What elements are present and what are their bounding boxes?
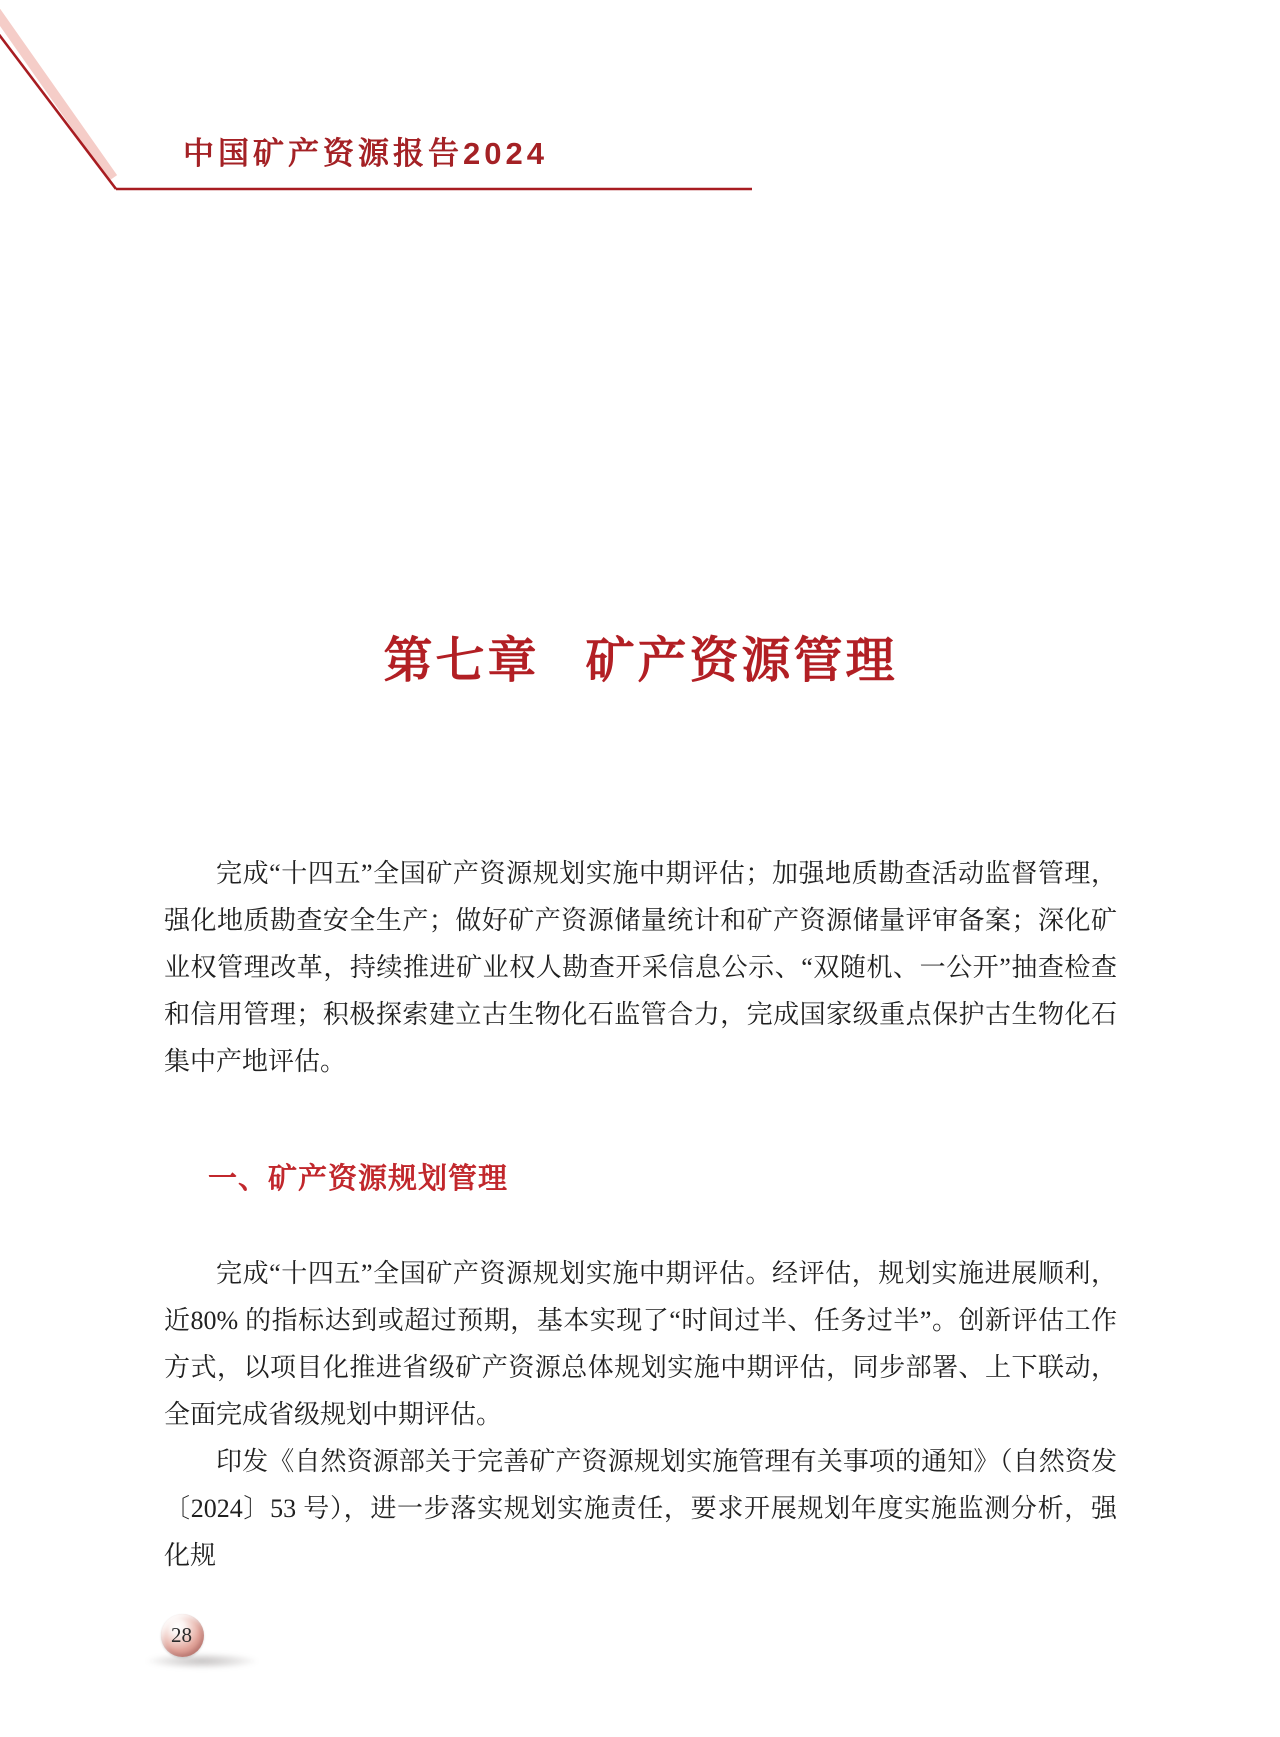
chapter-name: 矿产资源管理: [585, 634, 898, 688]
page-number: 28: [171, 1623, 192, 1647]
section-body: [164, 1250, 1117, 1579]
report-title: 中国矿产资源报告2024: [183, 136, 548, 171]
header-corner-decoration: [0, 0, 1280, 220]
chapter-number: 第七章: [383, 634, 540, 688]
page-number-shadow: [146, 1653, 258, 1669]
chapter-title: [164, 630, 1117, 692]
abstract-paragraph: 完成“十四五”全国矿产资源规划实施中期评估；加强地质勘查活动监督管理，强化地质勘查安全生产；做好矿产资源储量统计和矿产资源储量评审备案；深化矿业权管理改革，持续推进矿业权人勘查开采信息公示、“双随机、一公开”抽查检查和信用管理；积极探索建立古生物化石监管合力，完成国家级重点保护古生物化石集中产地评估。: [164, 859, 1117, 1076]
section-heading: 一、矿产资源规划管理: [208, 1163, 509, 1195]
diagonal-pink-line: [0, 6, 113, 178]
body-paragraph: 完成“十四五”全国矿产资源规划实施中期评估。经评估，规划实施进展顺利，近80% 的指标达到或超过预期，基本实现了“时间过半、任务过半”。创新评估工作方式，以项目化推进省级矿产资源总体规划实施中期评估，同步部署、上下联动，全面完成省级规划中期评估。: [164, 1259, 1117, 1429]
page-number-ball: [161, 1614, 204, 1657]
chapter-abstract: [164, 850, 1117, 1085]
body-paragraph: 印发《自然资源部关于完善矿产资源规划实施管理有关事项的通知》（自然资发〔2024〕53 号），进一步落实规划实施责任，要求开展规划年度实施监测分析，强化规: [164, 1447, 1117, 1570]
